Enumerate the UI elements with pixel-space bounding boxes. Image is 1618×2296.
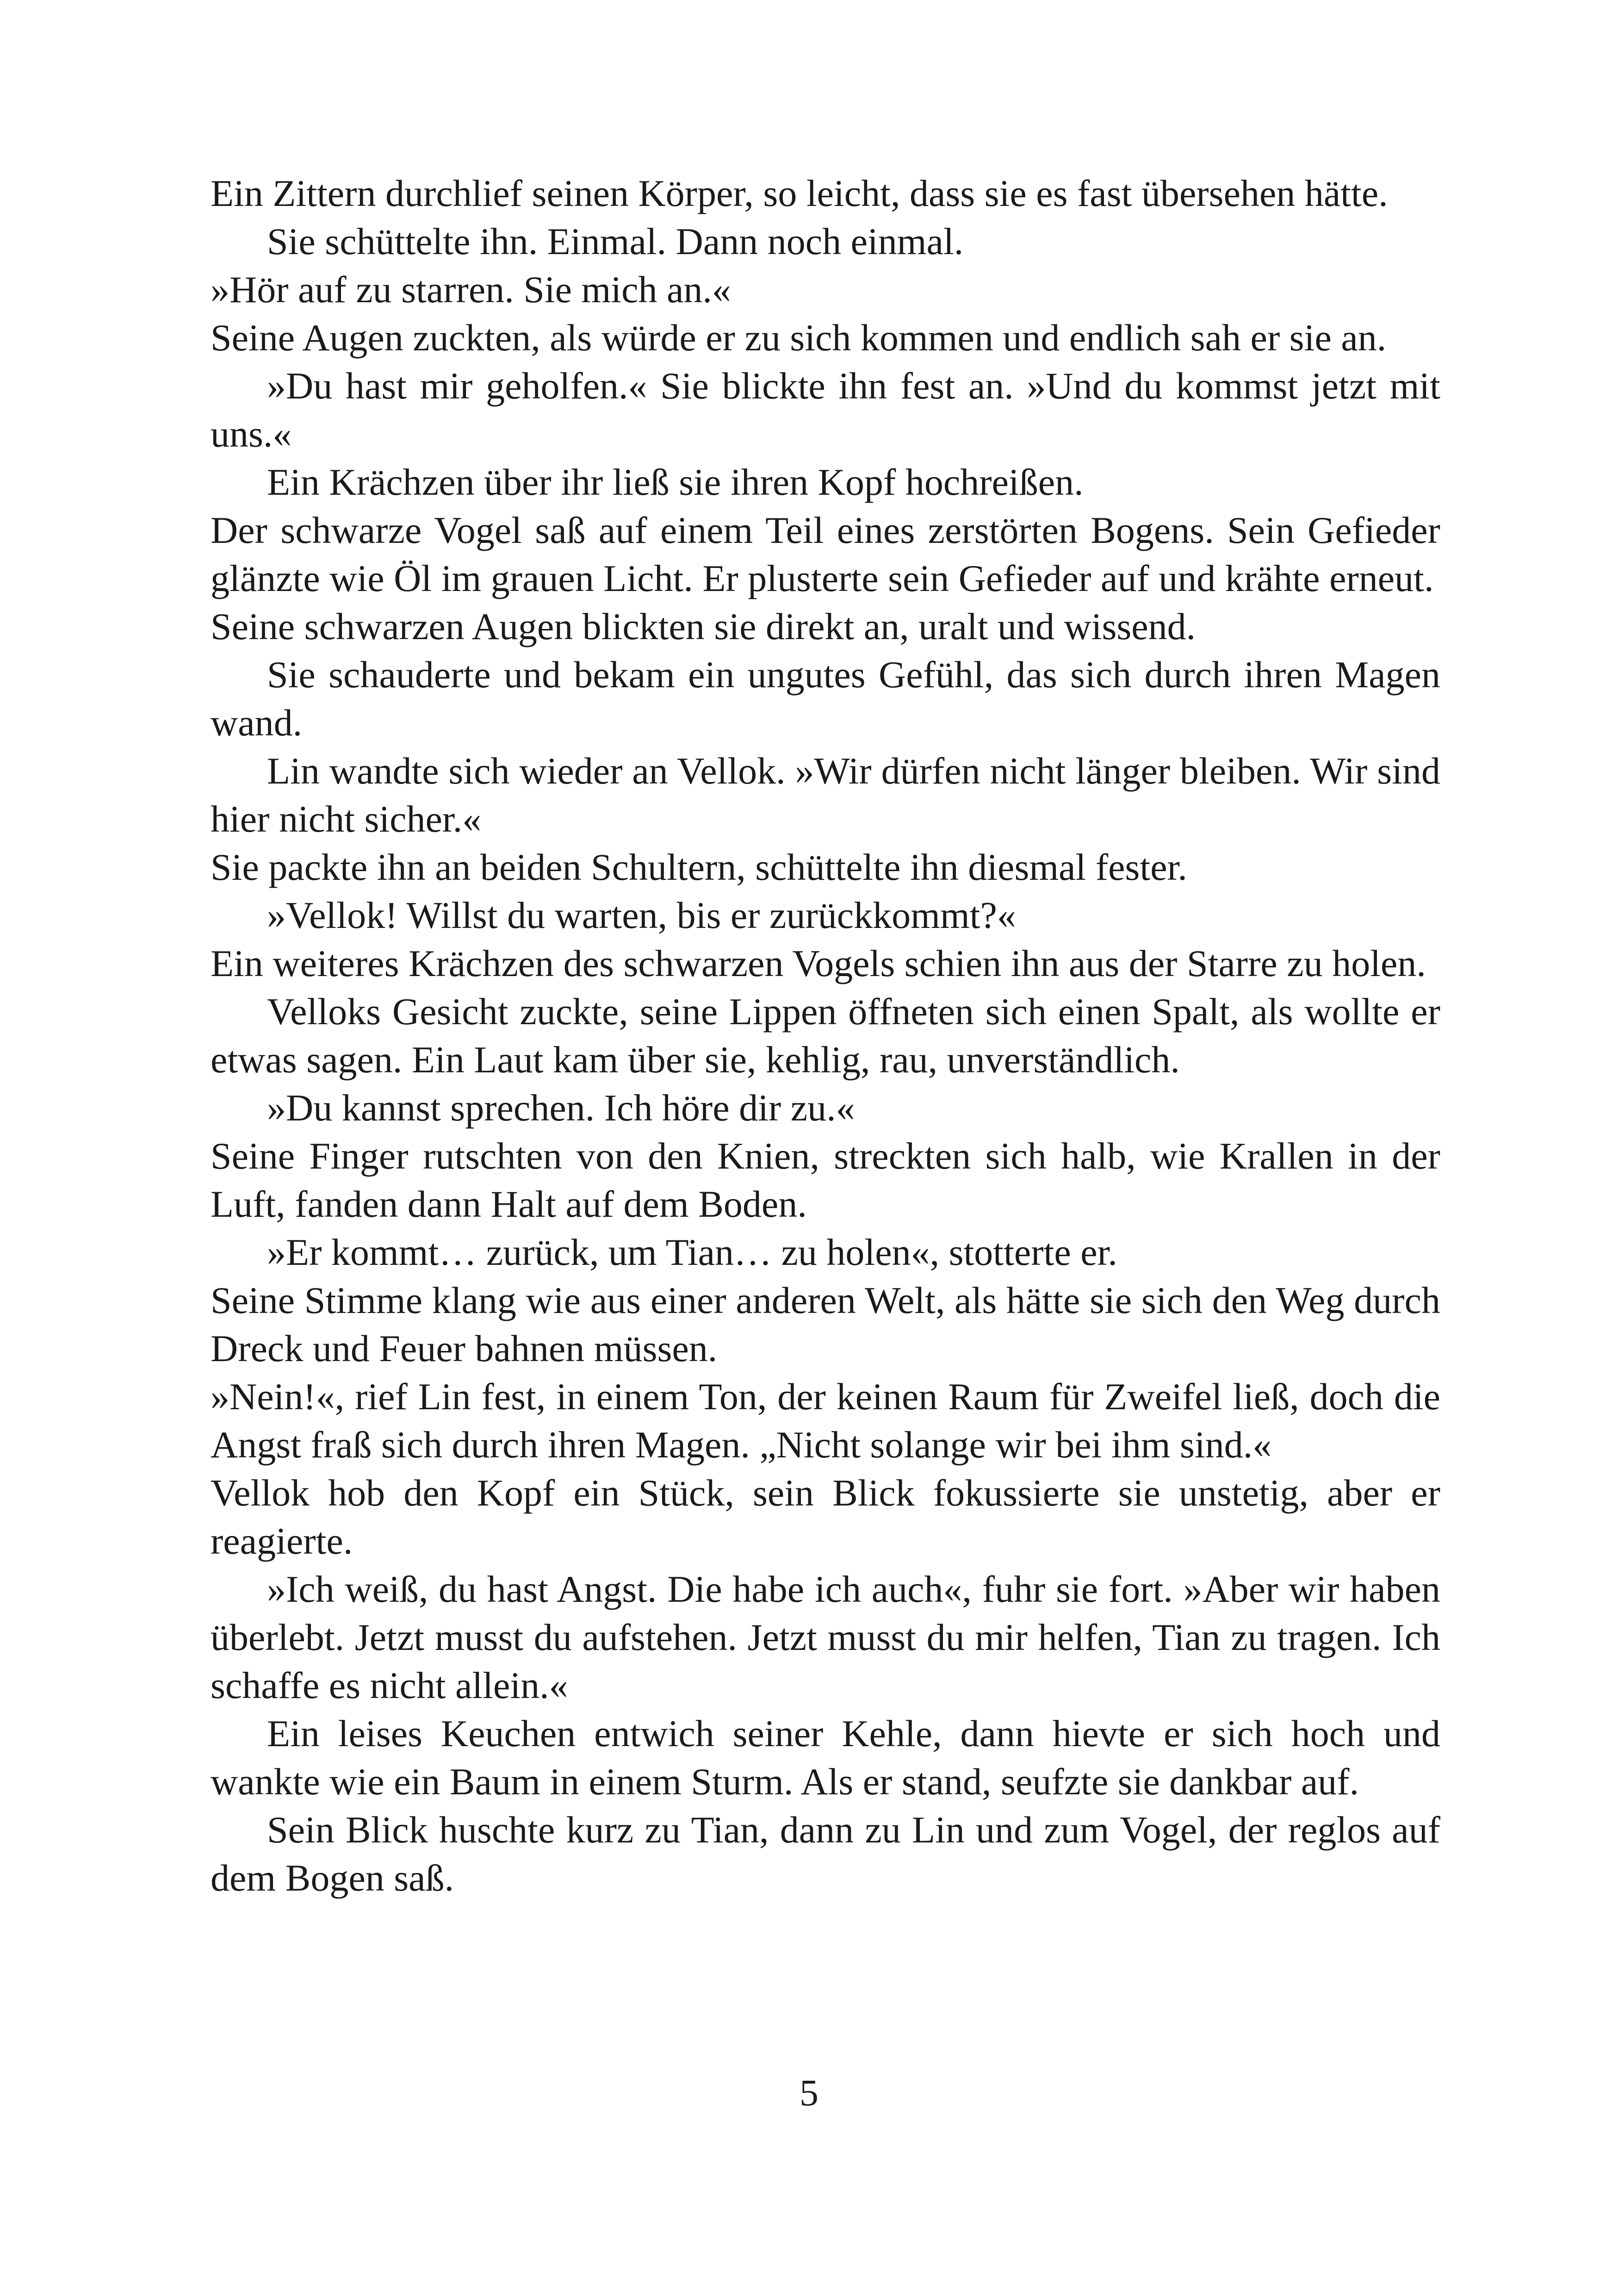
paragraph: Ein Zittern durchlief seinen Körper, so leicht, dass sie es fast übersehen hätte. bbox=[211, 172, 1388, 214]
paragraph: Seine Finger rutschten von den Knien, streckten sich halb, wie Krallen in der Luft, fanden dann Halt auf dem Boden. bbox=[211, 1135, 1440, 1225]
paragraph: Sie schauderte und bekam ein ungutes Gefühl, das sich durch ihren Magen wand. bbox=[211, 653, 1440, 744]
paragraph: »Du kannst sprechen. Ich höre dir zu.« bbox=[267, 1087, 855, 1129]
paragraph: Sie packte ihn an beiden Schultern, schüttelte ihn diesmal fester. bbox=[211, 846, 1187, 888]
page-number: 5 bbox=[800, 2072, 818, 2114]
paragraph: Ein weiteres Krächzen des schwarzen Vogels schien ihn aus der Starre zu holen. bbox=[211, 942, 1426, 984]
paragraph: Sein Blick huschte kurz zu Tian, dann zu Lin und zum Vogel, der reglos auf dem Bogen saß. bbox=[211, 1809, 1440, 1899]
paragraph: »Du hast mir geholfen.« Sie blickte ihn fest an. »Und du kommst jetzt mit uns.« bbox=[211, 365, 1440, 455]
paragraph: Velloks Gesicht zuckte, seine Lippen öffneten sich einen Spalt, als wollte er etwas sagen. Ein Laut kam über sie, kehlig, rau, unverständlich. bbox=[211, 990, 1440, 1081]
paragraph: Lin wandte sich wieder an Vellok. »Wir dürfen nicht länger bleiben. Wir sind hier nicht sicher.« bbox=[211, 750, 1440, 840]
paragraph: Seine schwarzen Augen blickten sie direkt an, uralt und wissend. bbox=[211, 605, 1196, 647]
paragraph: Seine Stimme klang wie aus einer anderen Welt, als hätte sie sich den Weg durch Dreck und Feuer bahnen müssen. bbox=[211, 1279, 1440, 1369]
paragraph: »Vellok! Willst du warten, bis er zurückkommt?« bbox=[267, 894, 1016, 936]
paragraph: »Ich weiß, du hast Angst. Die habe ich auch«, fuhr sie fort. »Aber wir haben überlebt. Jetzt musst du aufstehen. Jetzt musst du mir helfen, Tian zu tragen. Ich schaffe es nicht allein.« bbox=[211, 1568, 1440, 1706]
paragraph: Ein Krächzen über ihr ließ sie ihren Kopf hochreißen. bbox=[267, 461, 1084, 503]
paragraph: Vellok hob den Kopf ein Stück, sein Blick fokussierte sie unstetig, aber er reagierte. bbox=[211, 1472, 1440, 1562]
paragraph: Sie schüttelte ihn. Einmal. Dann noch einmal. bbox=[267, 220, 964, 262]
paragraph: »Nein!«, rief Lin fest, in einem Ton, der keinen Raum für Zweifel ließ, doch die Angst fraß sich durch ihren Magen. „Nicht solange wir bei ihm sind.« bbox=[211, 1375, 1440, 1466]
body-text bbox=[211, 169, 1440, 1902]
paragraph: Seine Augen zuckten, als würde er zu sich kommen und endlich sah er sie an. bbox=[211, 317, 1387, 359]
paragraph: »Hör auf zu starren. Sie mich an.« bbox=[211, 268, 731, 311]
paragraph: Der schwarze Vogel saß auf einem Teil eines zerstörten Bogens. Sein Gefieder glänzte wie Öl im grauen Licht. Er plusterte sein Gefieder auf und krähte erneut. bbox=[211, 509, 1440, 599]
paragraph: Ein leises Keuchen entwich seiner Kehle, dann hievte er sich hoch und wankte wie ein Baum in einem Sturm. Als er stand, seufzte sie dankbar auf. bbox=[211, 1712, 1440, 1803]
paragraph: »Er kommt… zurück, um Tian… zu holen«, stotterte er. bbox=[267, 1231, 1117, 1273]
